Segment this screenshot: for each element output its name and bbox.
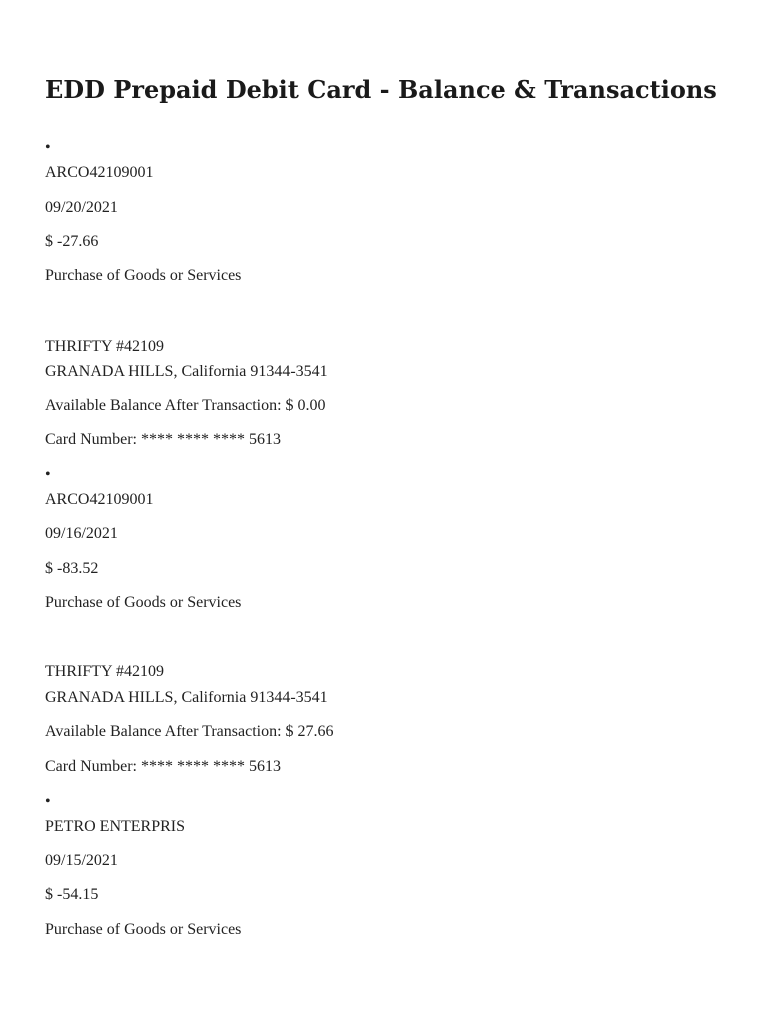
transaction-type: Purchase of Goods or Services xyxy=(45,921,242,938)
page-title: EDD Prepaid Debit Card - Balance & Transactions xyxy=(45,75,717,104)
list-bullet: • xyxy=(45,466,51,483)
transaction-card-number: Card Number: **** **** **** 5613 xyxy=(45,758,281,775)
transaction-date: 09/16/2021 xyxy=(45,525,118,542)
transaction-date: 09/15/2021 xyxy=(45,852,118,869)
transaction-merchant: PETRO ENTERPRIS xyxy=(45,818,186,835)
list-bullet: • xyxy=(45,139,51,156)
transaction-balance-after: Available Balance After Transaction: $ 0.00 xyxy=(45,397,326,414)
transaction-location-address: GRANADA HILLS, California 91344-3541 xyxy=(45,363,328,380)
transaction-type: Purchase of Goods or Services xyxy=(45,594,242,611)
transaction-location-name: THRIFTY #42109 xyxy=(45,338,164,355)
transaction-type: Purchase of Goods or Services xyxy=(45,267,242,284)
list-bullet: • xyxy=(45,793,51,810)
transaction-amount: $ -54.15 xyxy=(45,886,99,903)
transaction-date: 09/20/2021 xyxy=(45,199,118,216)
transaction-merchant: ARCO42109001 xyxy=(45,164,154,181)
transaction-location-name: THRIFTY #42109 xyxy=(45,663,164,680)
transaction-card-number: Card Number: **** **** **** 5613 xyxy=(45,431,281,448)
transaction-location-address: GRANADA HILLS, California 91344-3541 xyxy=(45,689,328,706)
transaction-balance-after: Available Balance After Transaction: $ 27.66 xyxy=(45,723,334,740)
transaction-amount: $ -83.52 xyxy=(45,560,99,577)
transaction-amount: $ -27.66 xyxy=(45,233,99,250)
transaction-merchant: ARCO42109001 xyxy=(45,491,154,508)
